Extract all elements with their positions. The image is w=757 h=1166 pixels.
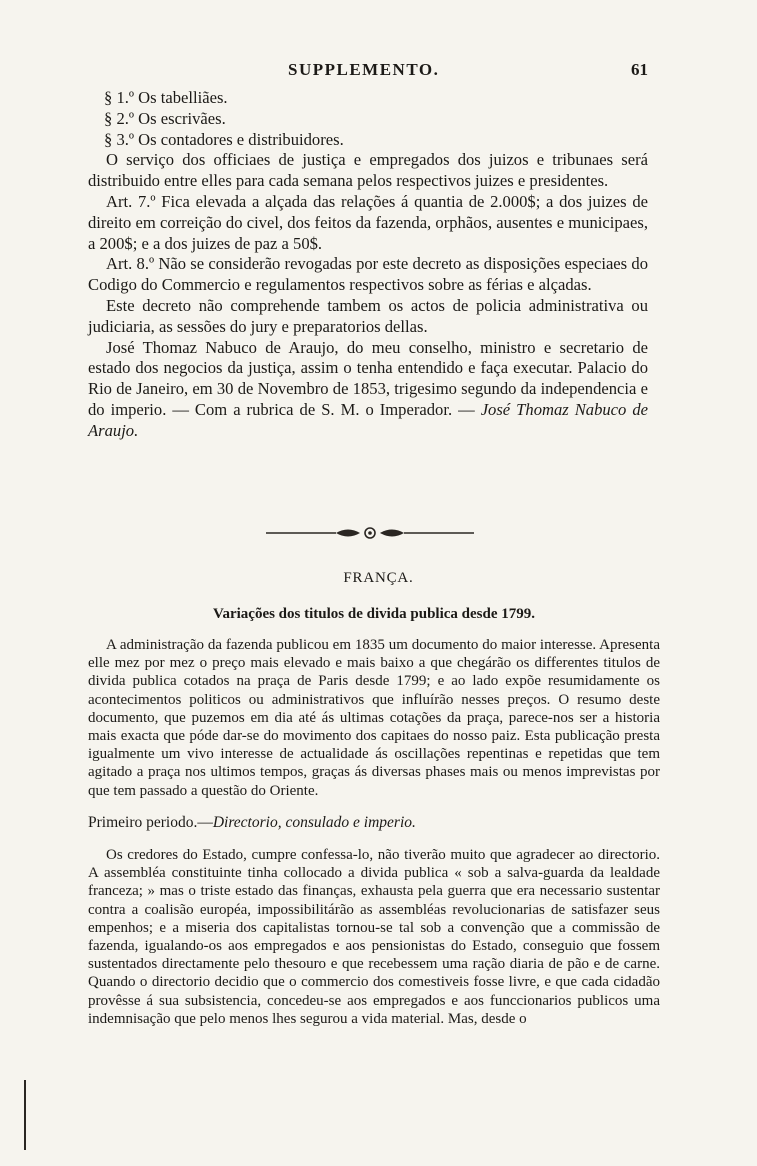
closing-text: José Thomaz Nabuco de Araujo, do meu conselho, ministro e secretario de estado dos negocios da justiça, assim o tenha entendido e faça executar. Palacio do Rio de Janeiro, em 30 de Novembro de 1853, trigesimo segundo da independencia e do imperio. — Com a rubrica de S. M. o Imperador. — <box>88 337 648 419</box>
margin-rule <box>24 1080 26 1150</box>
list-item: § 1.º Os tabelliães. <box>104 88 228 107</box>
list-item: § 3.º Os contadores e distribuidores. <box>104 129 344 149</box>
article-8: Art. 8.º Não se considerão revogadas por este decreto as disposições especiaes do Codigo do Commercio e regulamentos respectivos sobre as férias e alçadas. <box>88 254 648 295</box>
paragraph-service: O serviço dos officiaes de justiça e empregados dos juizos e tribunaes será distribuido entre elles para cada semana pelos respectivos juizes e presidentes. <box>88 150 648 191</box>
running-title: SUPPLEMENTO. <box>288 60 440 79</box>
decree-text <box>88 88 648 442</box>
article-7: Art. 7.º Fica elevada a alçada das relações á quantia de 2.000$; a dos juizes de direito em correição do civel, dos feitos da fazenda, orphãos, ausentes e municipaes, a 200$; e a dos juizes de paz a 50$. <box>88 191 648 253</box>
running-head <box>88 60 648 86</box>
page-number: 61 <box>631 60 648 79</box>
signature: José Thomaz Nabuco de Araujo. <box>88 399 648 440</box>
paragraph-closing <box>88 338 648 442</box>
paragraph-decree: Este decreto não comprehende tambem os actos de policia administrativa ou judiciaria, as sessões do jury e preparatorios dellas. <box>88 295 648 336</box>
period-title: Directorio, consulado e imperio. <box>212 813 416 831</box>
period-label: Primeiro periodo.— <box>88 813 213 831</box>
paragraph-1: A administração da fazenda publicou em 1835 um documento do maior interesse. Apresenta elle mez por mez o preço mais elevado e mais baixo a que chegárão os differentes titulos de divida publica cotados na praça de Paris desde 1799; e ao lado expõe resumidamente os acontecimentos politicos ou administrativos que influírão nesses preços. O resumo deste documento, que puzemos em dia até ás ultimas cotações da praça, parece-nos ser a historia mais exacta que póde dar-se do movimento dos capitaes do nosso paiz. Esta publicação presta igualmente um vivo interesse de actualidade ás oscillações repentinas e repetidas que tem agitado a praça nos ultimos tempos, graças ás diversas phases mais ou menos imprevistas por que tem passado a questão do Oriente. <box>88 637 660 799</box>
section-subtitle: Variações dos titulos de divida publica desde 1799. <box>213 606 535 622</box>
section-title: FRANÇA. <box>343 570 414 586</box>
paragraph-2: Os credores do Estado, cumpre confessa-lo, não tiverão muito que agradecer ao directorio. A assembléa constituinte tinha collocado a divida publica « sob a salva-guarda da lealdade franceza; » mas o triste estado das finanças, exhausta pela guerra que era necessario sustentar contra a coalisão européa, impossibilitárão as assembléas revolucionarias de satisfazer seus empenhos; e a miseria dos capitalistas tornou-se tal sob a convenção que a commissão de fazenda, igualando-os aos empregados e aos pensionistas do Estado, conseguio que fossem sustentados directamente pelo thesouro e que recebessem uma ração diaria de pão e de carne. Quando o directorio decidio que o commercio dos comestiveis fosse livre, e que cada cidadão provêsse á sua subsistencia, concedeu-se aos empregados e aos funccionarios publicos uma indemnisação que pelo menos lhes segurou a vida material. Mas, desde o <box>88 847 660 1027</box>
period-heading <box>88 814 660 832</box>
article-body <box>88 636 660 1028</box>
list-item: § 2.º Os escrivães. <box>104 108 226 128</box>
ornament-divider <box>266 522 474 544</box>
